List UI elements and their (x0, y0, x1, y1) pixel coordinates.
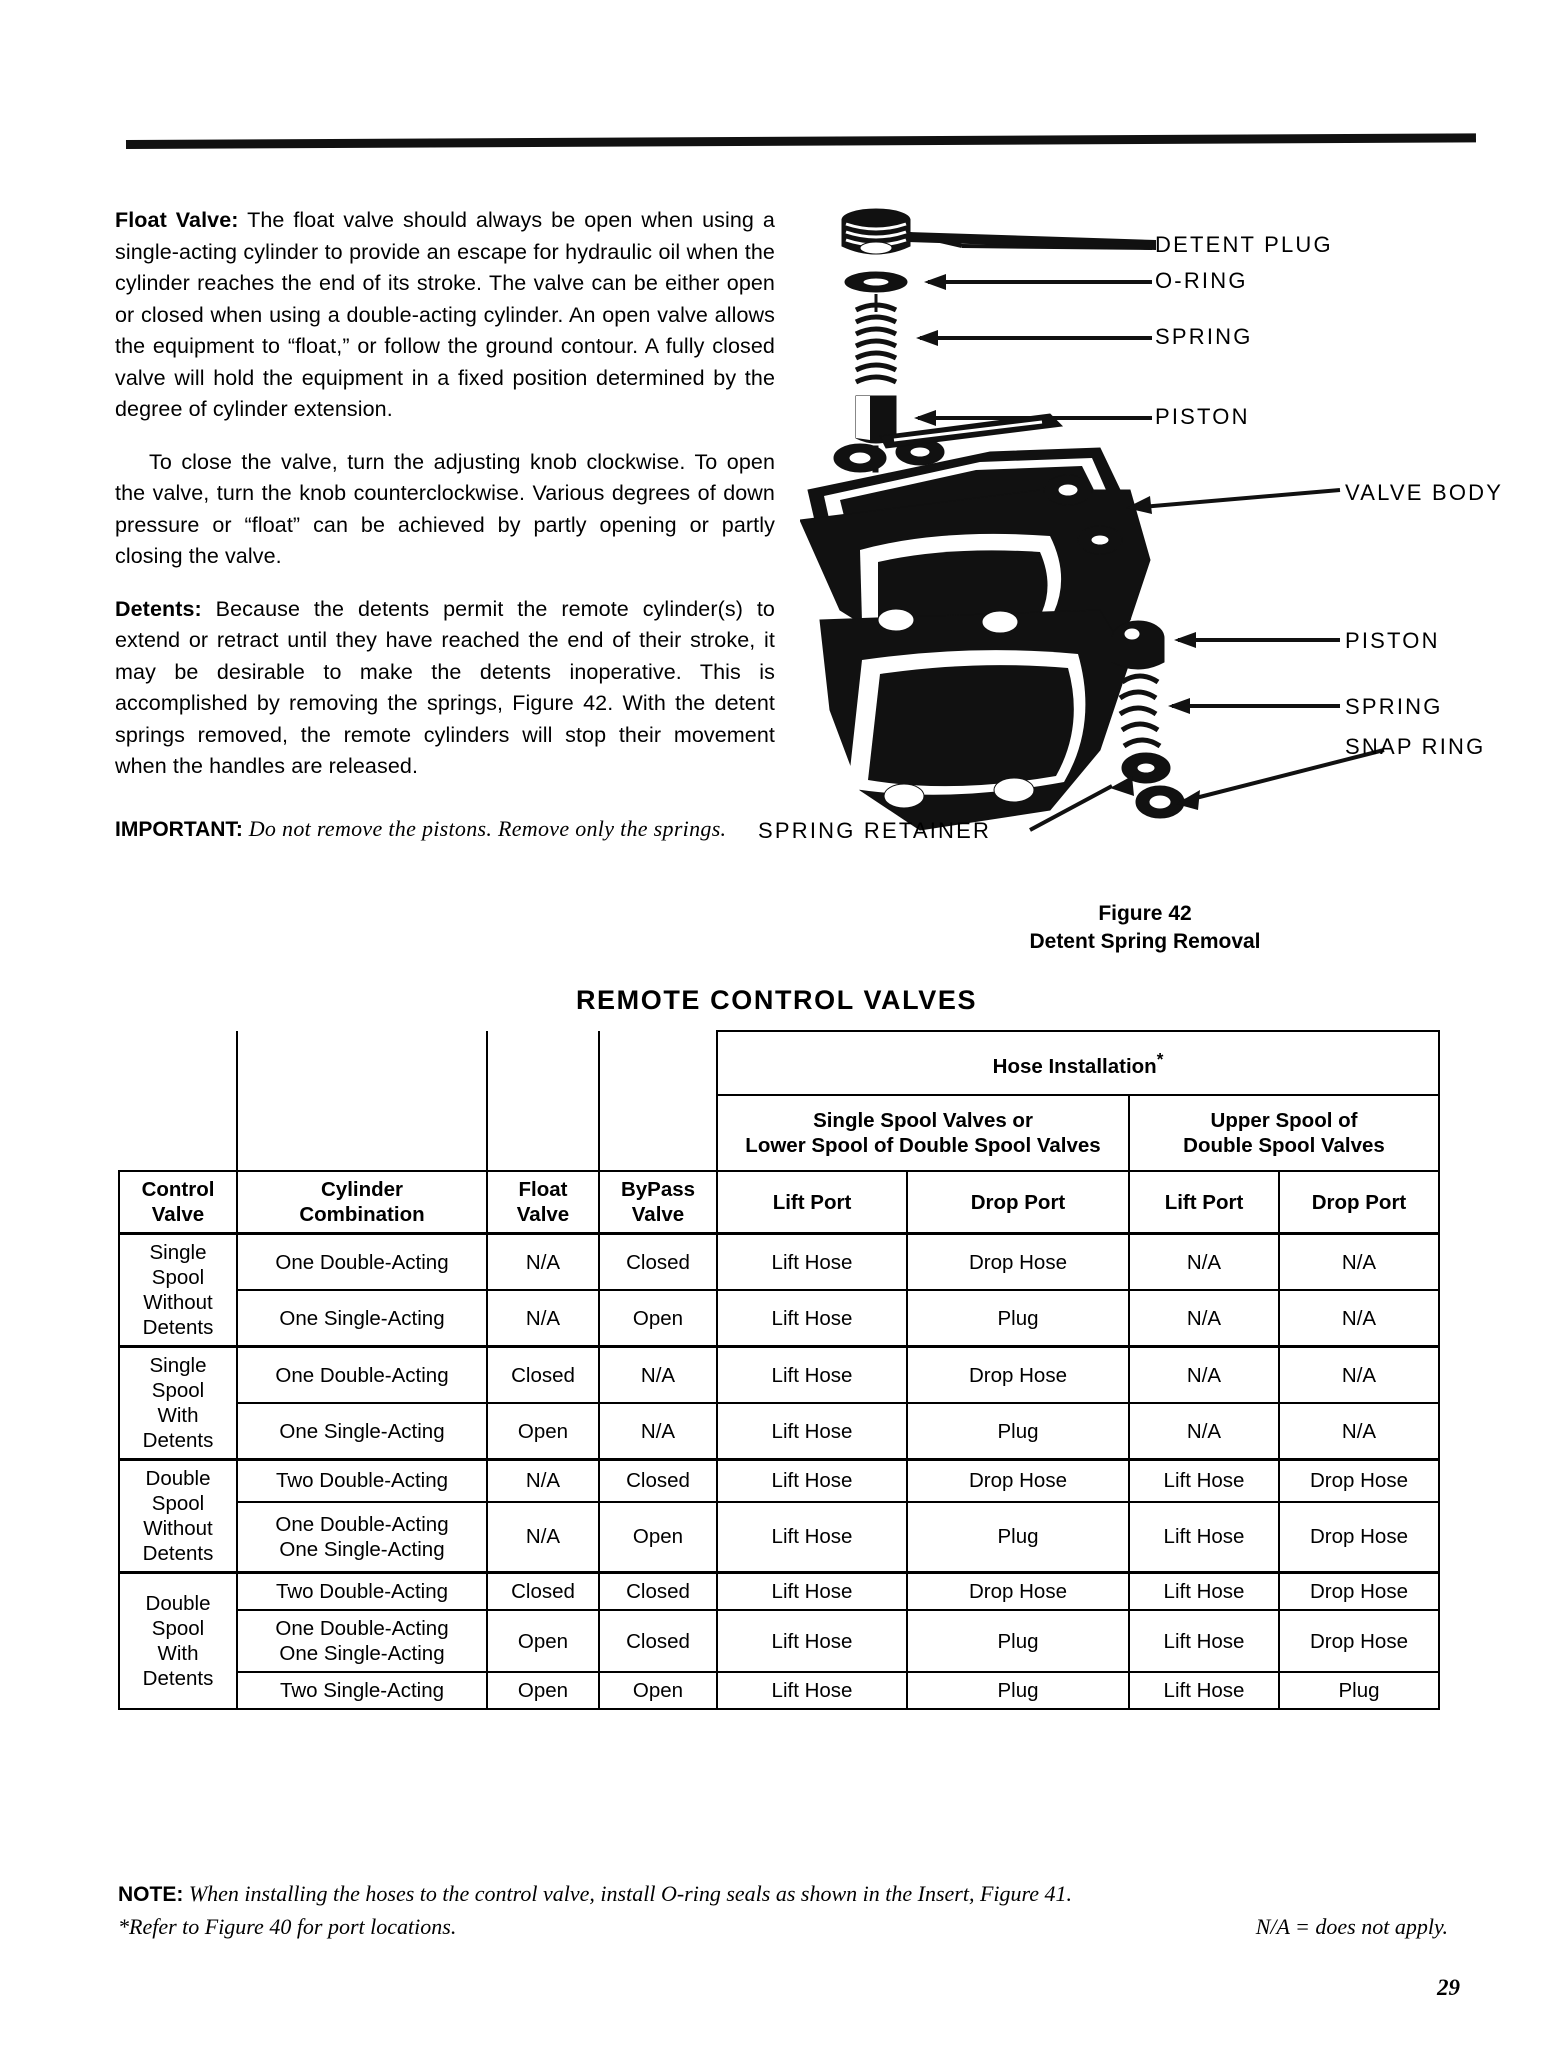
cell-upper-drop-port: Drop Hose (1279, 1502, 1439, 1573)
bypass-valve-line1: ByPass (620, 1178, 696, 1201)
note-line-2 (118, 1911, 1448, 1943)
header-control-valve (119, 1171, 237, 1234)
cell-float-valve: N/A (487, 1290, 599, 1347)
cell-lower-lift-port: Lift Hose (717, 1403, 907, 1460)
label-spring-top: SPRING (1155, 324, 1253, 349)
row-group-label (119, 1573, 237, 1710)
single-spool-line2: Lower Spool of Double Spool Valves (745, 1134, 1101, 1157)
footnote-marker-asterisk: * (1156, 1050, 1164, 1070)
cell-cylinder-combination (237, 1347, 487, 1404)
cell-cylinder-combination (237, 1234, 487, 1291)
cylinder-line: One Single-Acting (279, 1642, 445, 1665)
label-piston-top: PISTON (1155, 404, 1250, 429)
cell-cylinder-combination (237, 1502, 487, 1573)
detent-plug-part (842, 209, 910, 254)
float-valve-text: The float valve should always be open when using a single-acting cylinder to provide an escape for hydraulic oil when the cylinder reaches the end of its stroke. The valve can be either open or closed when using a double-acting cylinder. An open valve allows the equipment to “float,” or follow the ground contour. A fully closed valve will hold the equipment in a fixed position determined by the degree of cylinder extension. (115, 208, 775, 421)
valve-body-part (800, 414, 1150, 830)
detent-spring-removal-drawing (800, 190, 1490, 910)
label-o-ring: O-RING (1155, 268, 1248, 293)
cell-cylinder-combination (237, 1290, 487, 1347)
table-row (119, 1347, 1439, 1404)
header-bypass-valve (599, 1171, 717, 1234)
cylinder-line: One Double-Acting (275, 1617, 449, 1640)
header-row-1 (119, 1031, 1439, 1095)
cylinder-line: One Double-Acting (275, 1250, 449, 1274)
cell-upper-lift-port: N/A (1129, 1290, 1279, 1347)
header-single-lower-spool (717, 1095, 1129, 1171)
cylinder-line: One Single-Acting (279, 1537, 445, 1561)
cylinder-line: One Double-Acting (275, 1363, 449, 1387)
body-text-column (115, 205, 775, 845)
row-group-label-line: Detents (142, 1429, 214, 1452)
table-row (119, 1573, 1439, 1611)
cell-lower-lift-port: Lift Hose (717, 1234, 907, 1291)
cell-upper-lift-port: Lift Hose (1129, 1610, 1279, 1672)
cell-upper-drop-port: N/A (1279, 1347, 1439, 1404)
row-group-label-line: Without (143, 1517, 213, 1540)
cell-upper-drop-port: Drop Hose (1279, 1610, 1439, 1672)
figure-number: Figure 42 (1098, 902, 1192, 925)
cell-upper-lift-port: N/A (1129, 1347, 1279, 1404)
row-group-label (119, 1234, 237, 1347)
header-upper-drop-port: Drop Port (1279, 1171, 1439, 1234)
row-group-label-line: Spool (151, 1266, 205, 1289)
cell-float-valve: Open (487, 1403, 599, 1460)
header-lower-lift-port: Lift Port (717, 1171, 907, 1234)
remote-control-valves-table (118, 1030, 1440, 1710)
cell-float-valve: N/A (487, 1460, 599, 1502)
row-group-label-line: Double (145, 1592, 211, 1615)
label-valve-body: VALVE BODY (1345, 480, 1504, 505)
cell-upper-lift-port: N/A (1129, 1403, 1279, 1460)
row-group-label-line: Detents (142, 1316, 214, 1339)
cylinder-line1: Cylinder (320, 1178, 404, 1201)
page-number: 29 (1437, 1975, 1460, 2000)
cell-upper-drop-port: Drop Hose (1279, 1460, 1439, 1502)
header-spacer-bypass (599, 1031, 717, 1171)
cell-lower-drop-port: Plug (907, 1403, 1129, 1460)
hose-installation-label: Hose Installation (992, 1054, 1157, 1078)
cell-lower-drop-port: Plug (907, 1672, 1129, 1709)
cell-bypass-valve: N/A (599, 1347, 717, 1404)
label-detent-plug: DETENT PLUG (1155, 232, 1333, 257)
cell-upper-lift-port: N/A (1129, 1234, 1279, 1291)
row-group-label-line: Spool (151, 1492, 205, 1515)
cell-lower-lift-port: Lift Hose (717, 1502, 907, 1573)
label-snap-ring: SNAP RING (1345, 734, 1486, 759)
header-spacer-control-valve (119, 1031, 237, 1171)
paragraph-float-valve (115, 205, 775, 426)
cell-lower-lift-port: Lift Hose (717, 1460, 907, 1502)
row-group-label-line: Detents (142, 1542, 214, 1565)
cell-upper-drop-port: N/A (1279, 1290, 1439, 1347)
table-header (119, 1031, 1439, 1234)
cylinder-line: Two Double-Acting (275, 1469, 449, 1493)
cell-lower-lift-port: Lift Hose (717, 1573, 907, 1611)
paragraph-detents (115, 594, 775, 783)
cell-bypass-valve: Open (599, 1672, 717, 1709)
header-upper-lift-port: Lift Port (1129, 1171, 1279, 1234)
note-label: NOTE: (118, 1883, 184, 1906)
figure-42-illustration (758, 190, 1504, 910)
remote-control-valves-table-wrapper (118, 1030, 1438, 1710)
cell-upper-drop-port: Plug (1279, 1672, 1439, 1709)
cell-upper-lift-port: Lift Hose (1129, 1672, 1279, 1709)
detent-spring-part (856, 294, 896, 382)
cell-float-valve: N/A (487, 1502, 599, 1573)
row-group-label-line: Detents (142, 1667, 214, 1690)
row-group-label-line: Spool (151, 1617, 205, 1640)
header-cylinder-combination (237, 1171, 487, 1234)
control-valve-line2: Valve (151, 1203, 205, 1226)
float-valve-line1: Float (518, 1178, 568, 1201)
cell-float-valve: Open (487, 1610, 599, 1672)
cell-cylinder-combination (237, 1672, 487, 1709)
note-text: When installing the hoses to the control valve, install O-ring seals as shown in the Insert, Figure 41. (183, 1881, 1073, 1906)
detents-heading: Detents: (115, 596, 202, 621)
header-rule (126, 133, 1476, 149)
cell-lower-drop-port: Plug (907, 1502, 1129, 1573)
table-row (119, 1234, 1439, 1291)
header-spacer-cylinder (237, 1031, 487, 1171)
cell-bypass-valve: Open (599, 1290, 717, 1347)
cell-lower-drop-port: Drop Hose (907, 1234, 1129, 1291)
cell-lower-drop-port: Drop Hose (907, 1573, 1129, 1611)
cylinder-line: One Single-Acting (279, 1306, 445, 1330)
label-piston-bottom: PISTON (1345, 628, 1440, 653)
figure-caption (800, 900, 1490, 956)
row-group-label-line: Single (149, 1241, 207, 1264)
row-group-label-line: Double (145, 1467, 211, 1490)
cell-lower-drop-port: Plug (907, 1610, 1129, 1672)
cell-bypass-valve: Closed (599, 1573, 717, 1611)
upper-spool-line2: Double Spool Valves (1183, 1134, 1385, 1157)
row-group-label-line: With (157, 1642, 199, 1665)
cell-upper-lift-port: Lift Hose (1129, 1460, 1279, 1502)
cell-bypass-valve: Closed (599, 1610, 717, 1672)
cell-lower-drop-port: Plug (907, 1290, 1129, 1347)
cell-upper-drop-port: Drop Hose (1279, 1573, 1439, 1611)
cell-float-valve: Closed (487, 1347, 599, 1404)
important-note (115, 813, 775, 845)
cell-cylinder-combination (237, 1573, 487, 1611)
cell-cylinder-combination (237, 1610, 487, 1672)
cell-bypass-valve: N/A (599, 1403, 717, 1460)
float-valve-line2: Valve (516, 1203, 570, 1226)
important-text: Do not remove the pistons. Remove only the springs. (242, 815, 727, 841)
cell-bypass-valve: Closed (599, 1460, 717, 1502)
table-row (119, 1290, 1439, 1347)
cell-upper-drop-port: N/A (1279, 1234, 1439, 1291)
cell-float-valve: N/A (487, 1234, 599, 1291)
header-hose-installation (717, 1031, 1439, 1095)
table-row (119, 1403, 1439, 1460)
bypass-valve-line2: Valve (631, 1203, 685, 1226)
table-row (119, 1502, 1439, 1573)
cell-upper-drop-port: N/A (1279, 1403, 1439, 1460)
header-float-valve (487, 1171, 599, 1234)
cell-upper-lift-port: Lift Hose (1129, 1502, 1279, 1573)
table-title: REMOTE CONTROL VALVES (575, 985, 978, 1015)
cell-upper-lift-port: Lift Hose (1129, 1573, 1279, 1611)
row-group-label (119, 1347, 237, 1460)
cell-lower-lift-port: Lift Hose (717, 1610, 907, 1672)
cylinder-line: One Double-Acting (275, 1512, 449, 1536)
cell-bypass-valve: Closed (599, 1234, 717, 1291)
header-lower-drop-port: Drop Port (907, 1171, 1129, 1234)
row-group-label-line: With (157, 1404, 199, 1427)
label-spring-retainer: SPRING RETAINER (758, 818, 992, 843)
label-spring-bottom: SPRING (1345, 694, 1443, 719)
row-group-label-line: Spool (151, 1379, 205, 1402)
table-row (119, 1672, 1439, 1709)
table-row (119, 1460, 1439, 1502)
cell-lower-lift-port: Lift Hose (717, 1672, 907, 1709)
float-valve-heading: Float Valve: (115, 208, 239, 232)
cell-float-valve: Closed (487, 1573, 599, 1611)
cell-cylinder-combination (237, 1460, 487, 1502)
row-group-label-line: Without (143, 1291, 213, 1314)
single-spool-line1: Single Spool Valves or (813, 1109, 1033, 1132)
control-valve-line1: Control (141, 1178, 215, 1201)
header-row-3 (119, 1171, 1439, 1234)
row-group-label-line: Single (149, 1354, 207, 1377)
cell-lower-drop-port: Drop Hose (907, 1347, 1129, 1404)
cell-bypass-valve: Open (599, 1502, 717, 1573)
table-row (119, 1610, 1439, 1672)
o-ring-part (845, 272, 907, 292)
note-line (118, 1878, 1448, 1911)
cell-lower-lift-port: Lift Hose (717, 1347, 907, 1404)
detents-text: Because the detents permit the remote cylinder(s) to extend or retract until they have reached the end of their stroke, it may be desirable to make the detents inoperative. This is accomplished by removing the springs, Figure 42. With the detent springs removed, the remote cylinders will stop their movement when the handles are released. (115, 596, 775, 778)
cell-cylinder-combination (237, 1403, 487, 1460)
upper-spool-line1: Upper Spool of (1210, 1109, 1358, 1132)
star-note: *Refer to Figure 40 for port locations. (118, 1914, 457, 1939)
row-group-label (119, 1460, 237, 1573)
cell-float-valve: Open (487, 1672, 599, 1709)
paragraph-close-valve: To close the valve, turn the adjusting knob clockwise. To open the valve, turn the knob counterclockwise. Various degrees of down pressure or “float” can be achieved by partly opening or partly closing the valve. (115, 449, 775, 568)
na-legend: N/A = does not apply. (1255, 1914, 1448, 1939)
cylinder-line2: Combination (299, 1203, 425, 1226)
cell-lower-drop-port: Drop Hose (907, 1460, 1129, 1502)
cylinder-line: Two Double-Acting (275, 1580, 449, 1603)
important-label: IMPORTANT: (115, 817, 243, 841)
table-footnotes (118, 1878, 1448, 1943)
header-upper-spool (1129, 1095, 1439, 1171)
header-spacer-float (487, 1031, 599, 1171)
cylinder-line: Two Single-Acting (279, 1679, 445, 1702)
cylinder-line: One Single-Acting (279, 1419, 445, 1443)
table-body (119, 1234, 1439, 1710)
figure-title: Detent Spring Removal (1029, 930, 1261, 953)
cell-lower-lift-port: Lift Hose (717, 1290, 907, 1347)
